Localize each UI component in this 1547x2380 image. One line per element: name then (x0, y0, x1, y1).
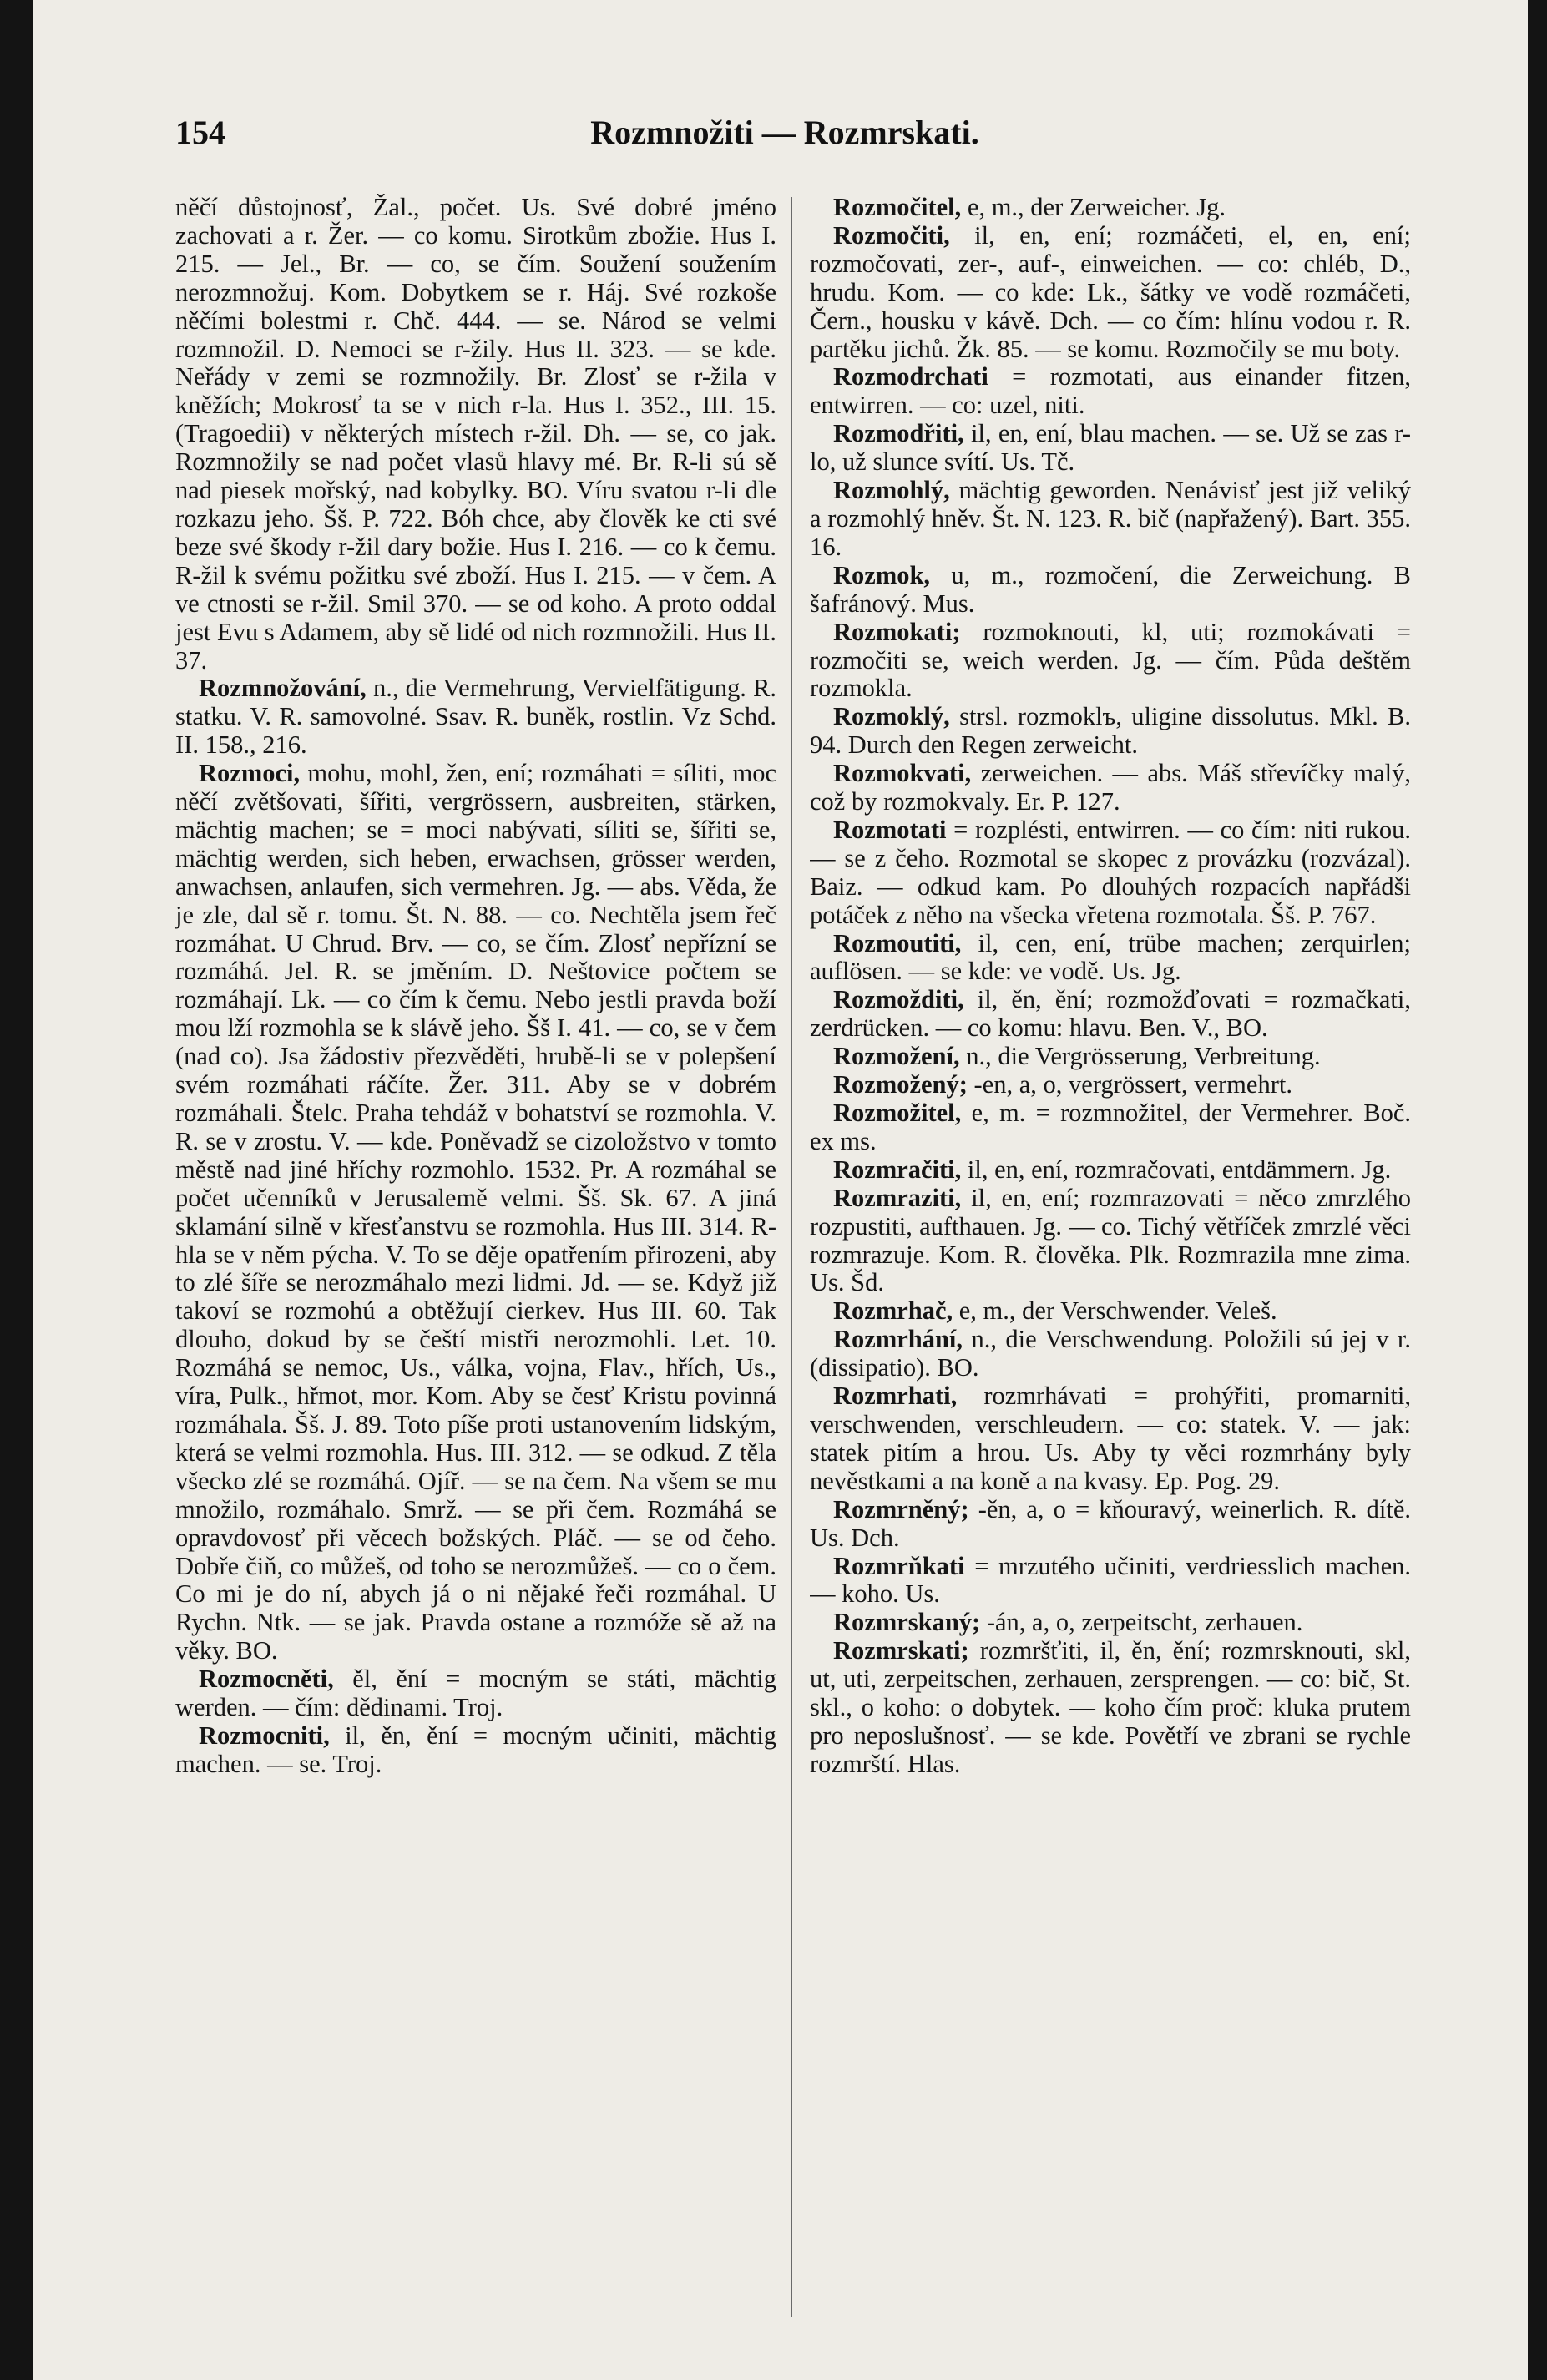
entry-rozmrskany: Rozmrskaný; -án, a, o, zerpeitscht, zerhauen. (833, 1608, 1303, 1637)
entry-rozmrhac: Rozmrhač, e, m., der Verschwender. Veleš. (833, 1296, 1277, 1326)
entry-rozmraciti: Rozmračiti, il, en, ení, rozmračovati, entdämmern. Jg. (833, 1155, 1392, 1184)
right-column (810, 194, 1411, 2331)
entry-rozmocneti: Rozmocněti, ěl, ění = mocným se státi, mächtig werden. — čím: dědinami. Troj. (175, 1665, 776, 1722)
entry-rozmociti: Rozmočiti, il, en, ení; rozmáčeti, el, en, ení; rozmočovati, zer-, auf-, einweichen. — co: chléb, D., hrudu. Kom. — co kde: Lk., šátky ve vodě rozmáčeti, Čern., housku v kávě. Dch. — co čím: hlínu vodou r. R. partěku jichů. Žk. 85. — se komu. Rozmočily se mu boty. (810, 220, 1411, 363)
entry-rozmozeni: Rozmožení, n., die Vergrösserung, Verbreitung. (833, 1042, 1321, 1071)
entry-continuation: něčí důstojnosť, Žal., počet. Us. Své dobré jméno zachovati a r. Žer. — co komu. Sirotkům zbožie. Hus I. 215. — Jel., Br. — co, se čím. Soužení soužením nerozmnožuj. Kom. Dobytkem se r. Háj. Své rozkoše něčími bolestmi r. Chč. 444. — se. Národ se velmi rozmnožil. D. Nemoci se r-žily. Hus II. 323. — se kde. Neřády v zemi se rozmnožily. Br. Zlosť se r-žila v kněžích; Mokrosť ta se v nich r-la. Hus I. 352., III. 15. (Tragoedii) v některých místech r-žil. Dh. — se, co jak. Rozmnožily se nad počet vlasů hlavy mé. Br. R-li sú sě nad piesek mořský, nad kobylky. BO. Víru svatou r-li dle rozkazu jeho. Šš. P. 722. Bóh chce, aby člověk ke cti své beze své škody r-žil dary božie. Hus I. 216. — co k čemu. R-žil k svému požitku své zboží. Hus I. 215. — v čem. A ve ctnosti se r-žil. Smil 370. — se od koho. A proto oddal jest Evu s Adamem, aby sě lidé od nich rozmnožili. Hus II. 37. (175, 194, 776, 675)
dictionary-page (33, 0, 1528, 2380)
column-divider (791, 197, 792, 2317)
page-header (175, 113, 1394, 163)
entry-rozmozeny: Rozmožený; -en, a, o, vergrössert, vermehrt. (833, 1070, 1292, 1099)
entry-rozmoci: Rozmoci, mohu, mohl, žen, ení; rozmáhati = síliti, moc něčí zvětšovati, šířiti, vergrössern, ausbreiten, stärken, mächtig machen; se = moci nabývati, síliti se, šířiti se, mächtig werden, sich heben, erwachsen, grösser werden, anwachsen, anlaufen, sich vermehren. Jg. — abs. Věda, že je zle, dal sě r. tomu. Št. N. 88. — co. Nechtěla jsem řeč rozmáhat. U Chrud. Brv. — co, se čím. Zlosť nepřízní se rozmáhá. Jel. R. se jměním. D. Neštovice počtem se rozmáhají. Lk. — co čím k čemu. Nebo jestli pravda boží mou lží rozmohla se k slávě jeho. Šš I. 41. — co, se v čem (nad co). Jsa žádostiv přezvěděti, hrubě-li se v polepšení svém rozmáhati ráčíte. Žer. 311. Aby se v dobrém rozmáhali. Štelc. Praha tehdáž v bohatství se rozmohla. V. R. se v zrostu. V. — kde. Poněvadž se cizoložstvo v tomto městě nad jiné hříchy rozmohlo. 1532. Pr. A rozmáhal se počet učenníků v Jerusalemě velmi. Šš. Sk. 67. A jiná sklamání silně v křesťanstvu se rozmohla. Hus III. 314. R-hla se v něm pýcha. V. To se děje opatřením přirozeni, aby to zlé šíře se nerozmáhalo mezi lidmi. Jd. — se. Když již takoví se rozmohú a obtěžují cierkev. Hus III. 60. Tak dlouho, dokud by se čeští mistři nerozmohli. Let. 10. Rozmáhá se nemoc, Us., válka, vojna, Flav., hřích, Us., víra, Pulk., hřmot, mor. Kom. Aby se česť Kristu povinná rozmáhala. Šš. J. 89. Toto píše proti ustanovením lidským, která se velmi rozmohla. Hus. III. 312. — se odkud. Z těla všecko zlé se rozmáhá. Ojíř. — se na čem. Na všem se mu množilo, rozmáhalo. Smrž. — se při čem. Rozmáhá se opravdovosť při věcech božských. Pláč. — se od čeho. Dobře čiň, co můžeš, od toho se nerozmůžeš. — co o čem. Co mi je do ní, abych já o ni nějaké řeči rozmáhal. U Rychn. Ntk. — se jak. Pravda ostane a rozmóže sě až na věky. BO. (175, 759, 776, 1665)
entry-rozmocniti: Rozmocniti, il, ěn, ění = mocným učiniti, mächtig machen. — se. Troj. (175, 1721, 776, 1778)
entry-rozmoutiti: Rozmoutiti, il, cen, ení, trübe machen; zerquirlen; auflösen. — se kde: ve vodě. Us. Jg. (810, 928, 1411, 986)
running-title: Rozmnožiti — Rozmrskati. (590, 114, 979, 151)
left-column (175, 194, 776, 2331)
entry-rozmozitel: Rozmožitel, e, m. = rozmnožitel, der Vermehrer. Boč. ex ms. (810, 1099, 1411, 1155)
entry-rozmnozovani: Rozmnožování, n., die Vermehrung, Vervielfätigung. R. statku. V. R. samovolné. Ssav. R. buněk, rostlin. Vz Schd. II. 158., 216. (175, 674, 776, 760)
entry-rozmotati: Rozmotati = rozplésti, entwirren. — co čím: niti rukou. — se z čeho. Rozmotal se skopec z provázku (rozvázal). Baiz. — odkud kam. Po dlouhých rozpacích napřádši potáček z něho na všecka vřetena rozmotala. Šš. P. 767. (810, 815, 1411, 929)
entry-rozmocitel: Rozmočitel, e, m., der Zerweicher. Jg. (833, 194, 1226, 221)
entry-rozmokati: Rozmokati; rozmoknouti, kl, uti; rozmokávati = rozmočiti se, weich werden. Jg. — čím. Půda deštěm rozmokla. (810, 617, 1411, 703)
entry-rozmrhati: Rozmrhati, rozmrhávati = prohýřiti, promarniti, verschwenden, verschleudern. — co: statek. V. — jak: statek pitím a hrou. Us. Aby ty věci rozmrhány byly nevěstkami a na koně a na kvasy. Ep. Pog. 29. (810, 1382, 1411, 1495)
entry-rozmrneny: Rozmrněný; -ěn, a, o = kňouravý, weinerlich. R. dítě. Us. Dch. (810, 1494, 1411, 1552)
entry-rozmraziti: Rozmraziti, il, en, ení; rozmrazovati = něco zmrzlého rozpustiti, aufthauen. Jg. — co. Tichý větříček zmrzlé věci rozmrazuje. Kom. R. člověka. Plk. Rozmrazila mne zima. Us. Šd. (810, 1183, 1411, 1297)
entry-rozmodrchati: Rozmodrchati = rozmotati, aus einander fitzen, entwirren. — co: uzel, niti. (810, 362, 1411, 420)
entry-rozmodriti: Rozmodřiti, il, en, ení, blau machen. — se. Už se zas r-lo, už slunce svítí. Us. Tč. (810, 419, 1411, 477)
entry-rozmok: Rozmok, u, m., rozmočení, die Zerweichung. B šafránový. Mus. (810, 560, 1411, 618)
page-number: 154 (175, 114, 225, 151)
entry-rozmrskati: Rozmrskati; rozmršťiti, il, ěn, ění; rozmrsknouti, skl, ut, uti, zerpeitschen, zerhauen, zersprengen. — co: bič, St. skl., o koho: o dobytek. — koho čím proč: kluka prutem pro neposlušnosť. — se kde. Povětří ve zbrani se rychle rozmrští. Hlas. (810, 1636, 1411, 1778)
entry-rozmrnkati: Rozmrňkati = mrzutého učiniti, verdriesslich machen. — koho. Us. (810, 1551, 1411, 1609)
entry-rozmozditi: Rozmožditi, il, ěn, ění; rozmožďovati = rozmačkati, zerdrücken. — co komu: hlavu. Ben. V., BO. (810, 985, 1411, 1043)
entry-rozmokly: Rozmoklý, strsl. rozmoklъ, uligine dissolutus. Mkl. B. 94. Durch den Regen zerweicht. (810, 702, 1411, 760)
entry-rozmokvati: Rozmokvati, zerweichen. — abs. Máš střevíčky malý, což by rozmokvaly. Er. P. 127. (810, 759, 1411, 816)
entry-rozmrhani: Rozmrhání, n., die Verschwendung. Položili sú jej v r. (dissipatio). BO. (810, 1325, 1411, 1382)
entry-rozmohly: Rozmohlý, mächtig geworden. Nenávisť jest již veliký a rozmohlý hněv. Št. N. 123. R. bič (napřažený). Bart. 355. 16. (810, 476, 1411, 561)
